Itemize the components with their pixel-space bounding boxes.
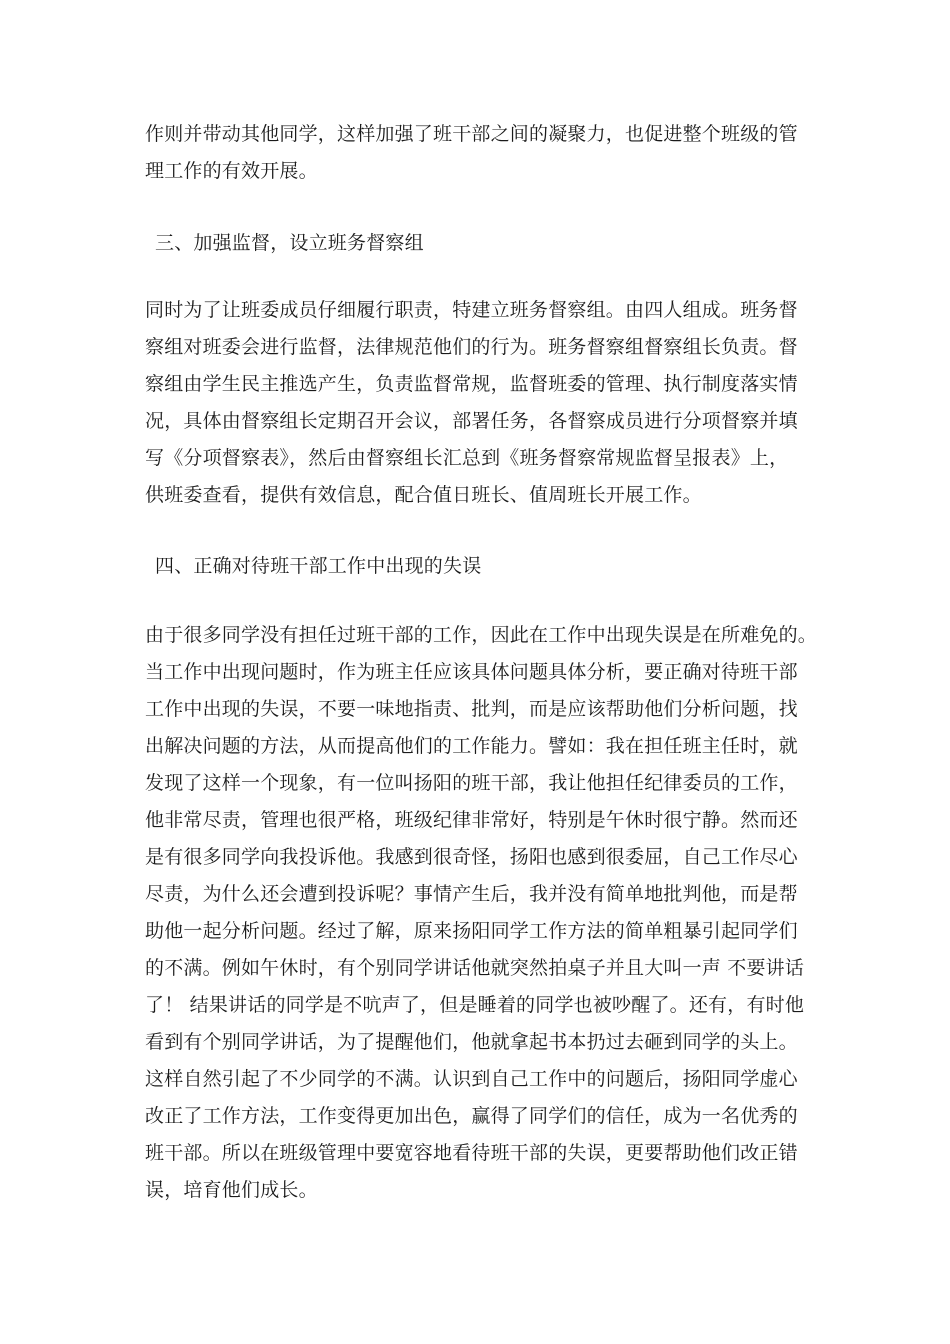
text-line: 作则并带动其他同学，这样加强了班干部之间的凝聚力，也促进整个班级的管 xyxy=(145,123,798,145)
text-line: 这样自然引起了不少同学的不满。认识到自己工作中的问题后，扬阳同学虚心 xyxy=(145,1068,798,1090)
continuation-paragraph xyxy=(145,116,825,190)
text-line: 理工作的有效开展。 xyxy=(145,160,318,182)
text-line: 的不满。例如午休时，有个别同学讲话他就突然拍桌子并且大叫一声 不要讲话 xyxy=(145,957,805,979)
text-line: 同时为了让班委成员仔细履行职责，特建立班务督察组。由四人组成。班务督 xyxy=(145,299,798,321)
text-line: 供班委查看，提供有效信息，配合值日班长、值周班长开展工作。 xyxy=(145,484,702,506)
text-line: 改正了工作方法，工作变得更加出色，赢得了同学们的信任，成为一名优秀的 xyxy=(145,1105,798,1127)
section-4-heading: 四、正确对待班干部工作中出现的失误 xyxy=(155,555,482,577)
section-3-heading: 三、加强监督，设立班务督察组 xyxy=(155,232,424,254)
text-line: 出解决问题的方法，从而提高他们的工作能力。譬如：我在担任班主任时，就 xyxy=(145,735,798,757)
text-line: 况，具体由督察组长定期召开会议，部署任务，各督察成员进行分项督察并填 xyxy=(145,410,798,432)
text-line: 了！ 结果讲话的同学是不吭声了，但是睡着的同学也被吵醒了。还有，有时他 xyxy=(145,994,805,1016)
text-line: 助他一起分析问题。经过了解，原来扬阳同学工作方法的简单粗暴引起同学们 xyxy=(145,920,798,942)
section-4-paragraph xyxy=(145,617,825,1209)
text-line: 误，培育他们成长。 xyxy=(145,1179,318,1201)
text-line: 察组由学生民主推选产生，负责监督常规，监督班委的管理、执行制度落实情 xyxy=(145,373,798,395)
text-line: 察组对班委会进行监督，法律规范他们的行为。班务督察组督察组长负责。督 xyxy=(145,336,798,358)
text-line: 写《分项督察表》，然后由督察组长汇总到《班务督察常规监督呈报表》上， xyxy=(145,447,789,469)
text-line: 由于很多同学没有担任过班干部的工作，因此在工作中出现失误是在所难免的。 xyxy=(145,624,818,646)
section-4-heading-block xyxy=(145,548,825,585)
text-line: 工作中出现的失误，不要一味地指责、批判，而是应该帮助他们分析问题，找 xyxy=(145,698,798,720)
text-line: 他非常尽责，管理也很严格，班级纪律非常好，特别是午休时很宁静。然而还 xyxy=(145,809,798,831)
text-line: 班干部。所以在班级管理中要宽容地看待班干部的失误，更要帮助他们改正错 xyxy=(145,1142,798,1164)
text-line: 发现了这样一个现象，有一位叫扬阳的班干部，我让他担任纪律委员的工作， xyxy=(145,772,798,794)
section-3-heading-block xyxy=(145,225,825,262)
text-line: 当工作中出现问题时，作为班主任应该具体问题具体分析，要正确对待班干部 xyxy=(145,661,798,683)
text-line: 是有很多同学向我投诉他。我感到很奇怪，扬阳也感到很委屈，自己工作尽心 xyxy=(145,846,798,868)
section-3-paragraph xyxy=(145,292,825,514)
text-line: 看到有个别同学讲话，为了提醒他们，他就拿起书本扔过去砸到同学的头上。 xyxy=(145,1031,798,1053)
text-line: 尽责，为什么还会遭到投诉呢？事情产生后，我并没有简单地批判他，而是帮 xyxy=(145,883,798,905)
